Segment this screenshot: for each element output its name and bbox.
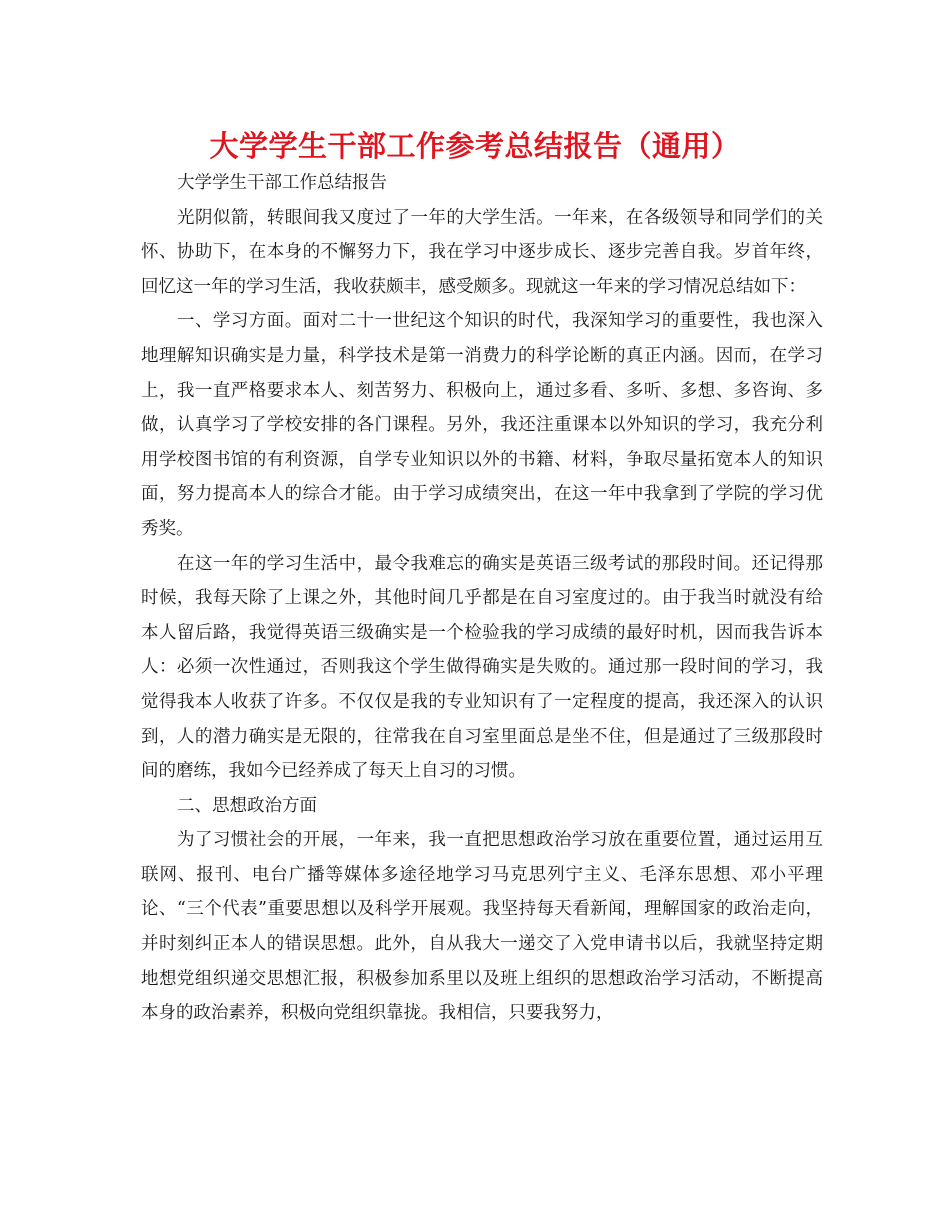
section-heading-politics: 二、思想政治方面: [177, 795, 317, 816]
intro-paragraph: 光阴似箭，转眼间我又度过了一年的大学生活。一年来，在各级领导和同学们的关怀、协助下，在本身的不懈努力下，我在学习中逐步成长、逐步完善自我。岁首年终，回忆这一年的学习生活，我收获颇丰，感受颇多。现就这一年来的学习情况总结如下：: [141, 207, 823, 297]
english-exam-paragraph: 在这一年的学习生活中，最令我难忘的确实是英语三级考试的那段时间。还记得那时候，我每天除了上课之外，其他时间几乎都是在自习室度过的。由于我当时就没有给本人留后路，我觉得英语三级确实是一个检验我的学习成绩的最好时机，因而我告诉本人：必须一次性通过，否则我这个学生做得确实是失败的。通过那一段时间的学习，我觉得我本人收获了许多。不仅仅是我的专业知识有了一定程度的提高，我还深入的认识到，人的潜力确实是无限的，往常我在自习室里面总是坐不住，但是通过了三级那段时间的磨练，我如今已经养成了每天上自习的习惯。: [141, 553, 823, 782]
document-body: [141, 166, 823, 1031]
document-title: 大学学生干部工作参考总结报告（通用）: [209, 129, 741, 163]
study-section-paragraph: 一、学习方面。面对二十一世纪这个知识的时代，我深知学习的重要性，我也深入地理解知识确实是力量，科学技术是第一消费力的科学论断的真正内涵。因而，在学习上，我一直严格要求本人、刻苦努力、积极向上，通过多看、多听、多想、多咨询、多做，认真学习了学校安排的各门课程。另外，我还注重课本以外知识的学习，我充分利用学校图书馆的有利资源，自学专业知识以外的书籍、材料，争取尽量拓宽本人的知识面，努力提高本人的综合才能。由于学习成绩突出，在这一年中我拿到了学院的学习优秀奖。: [141, 311, 823, 539]
subtitle-paragraph: 大学学生干部工作总结报告: [177, 173, 387, 193]
politics-paragraph: 为了习惯社会的开展，一年来，我一直把思想政治学习放在重要位置，通过运用互联网、报刊、电台广播等媒体多途径地学习马克思列宁主义、毛泽东思想、邓小平理论、“三个代表”重要思想以及科学开展观。我坚持每天看新闻，理解国家的政治走向，并时刻纠正本人的错误思想。此外，自从我大一递交了入党申请书以后，我就坚持定期地想党组织递交思想汇报，积极参加系里以及班上组织的思想政治学习活动，不断提高本身的政治素养，积极向党组织靠拢。我相信，只要我努力，: [141, 830, 823, 1024]
